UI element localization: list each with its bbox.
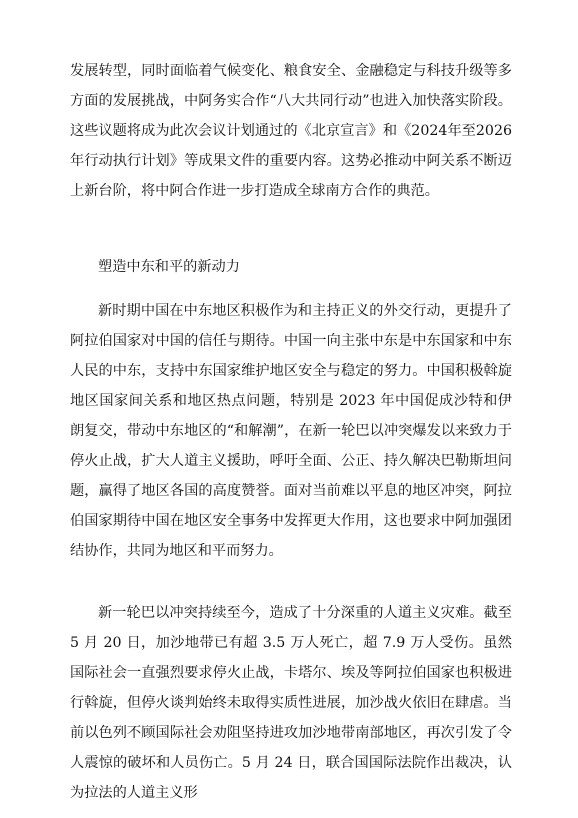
body-paragraph: 发展转型，同时面临着气候变化、粮食安全、金融稳定与科技升级等多方面的发展挑战，中阿务实合作“八大共同行动”也进入加快落实阶段。这些议题将成为此次会议计划通过的《北京宣言》和《2024年至2026年行动执行计划》等成果文件的重要内容。这势必推动中阿关系不断迈上新台阶，将中阿合作进一步打造成全球南方合作的典范。 xyxy=(70,63,512,199)
section-heading: 塑造中东和平的新动力 xyxy=(98,259,240,276)
body-paragraph: 新一轮巴以冲突持续至今，造成了十分深重的人道主义灾难。截至 5 月 20 日，加沙地带已有超 3.5 万人死亡，超 7.9 万人受伤。虽然国际社会一直强烈要求停火止战，卡塔尔、埃及等阿拉伯国家也积极进行斡旋，但停火谈判始终未取得实质性进展，加沙战火依旧在肆虐。当前以色列不顾国际社会劝阻坚持进攻加沙地带南部地区，再次引发了令人震惊的破坏和人员伤亡。5 月 24 日，联合国国际法院作出裁决，认为拉法的人道主义形 xyxy=(70,605,512,801)
body-paragraph: 新时期中国在中东地区积极作为和主持正义的外交行动，更提升了阿拉伯国家对中国的信任与期待。中国一向主张中东是中东国家和中东人民的中东，支持中东国家维护地区安全与稳定的努力。中国积极斡旋地区国家间关系和地区热点问题，特别是 2023 年中国促成沙特和伊朗复交，带动中东地区的“和解潮”，在新一轮巴以冲突爆发以来致力于停火止战，扩大人道主义援助，呼吁全面、公正、持久解决巴勒斯坦问题，赢得了地区各国的高度赞誉。面对当前难以平息的地区冲突，阿拉伯国家期待中国在地区安全事务中发挥更大作用，这也要求中阿加强团结协作，共同为地区和平而努力。 xyxy=(70,303,512,559)
